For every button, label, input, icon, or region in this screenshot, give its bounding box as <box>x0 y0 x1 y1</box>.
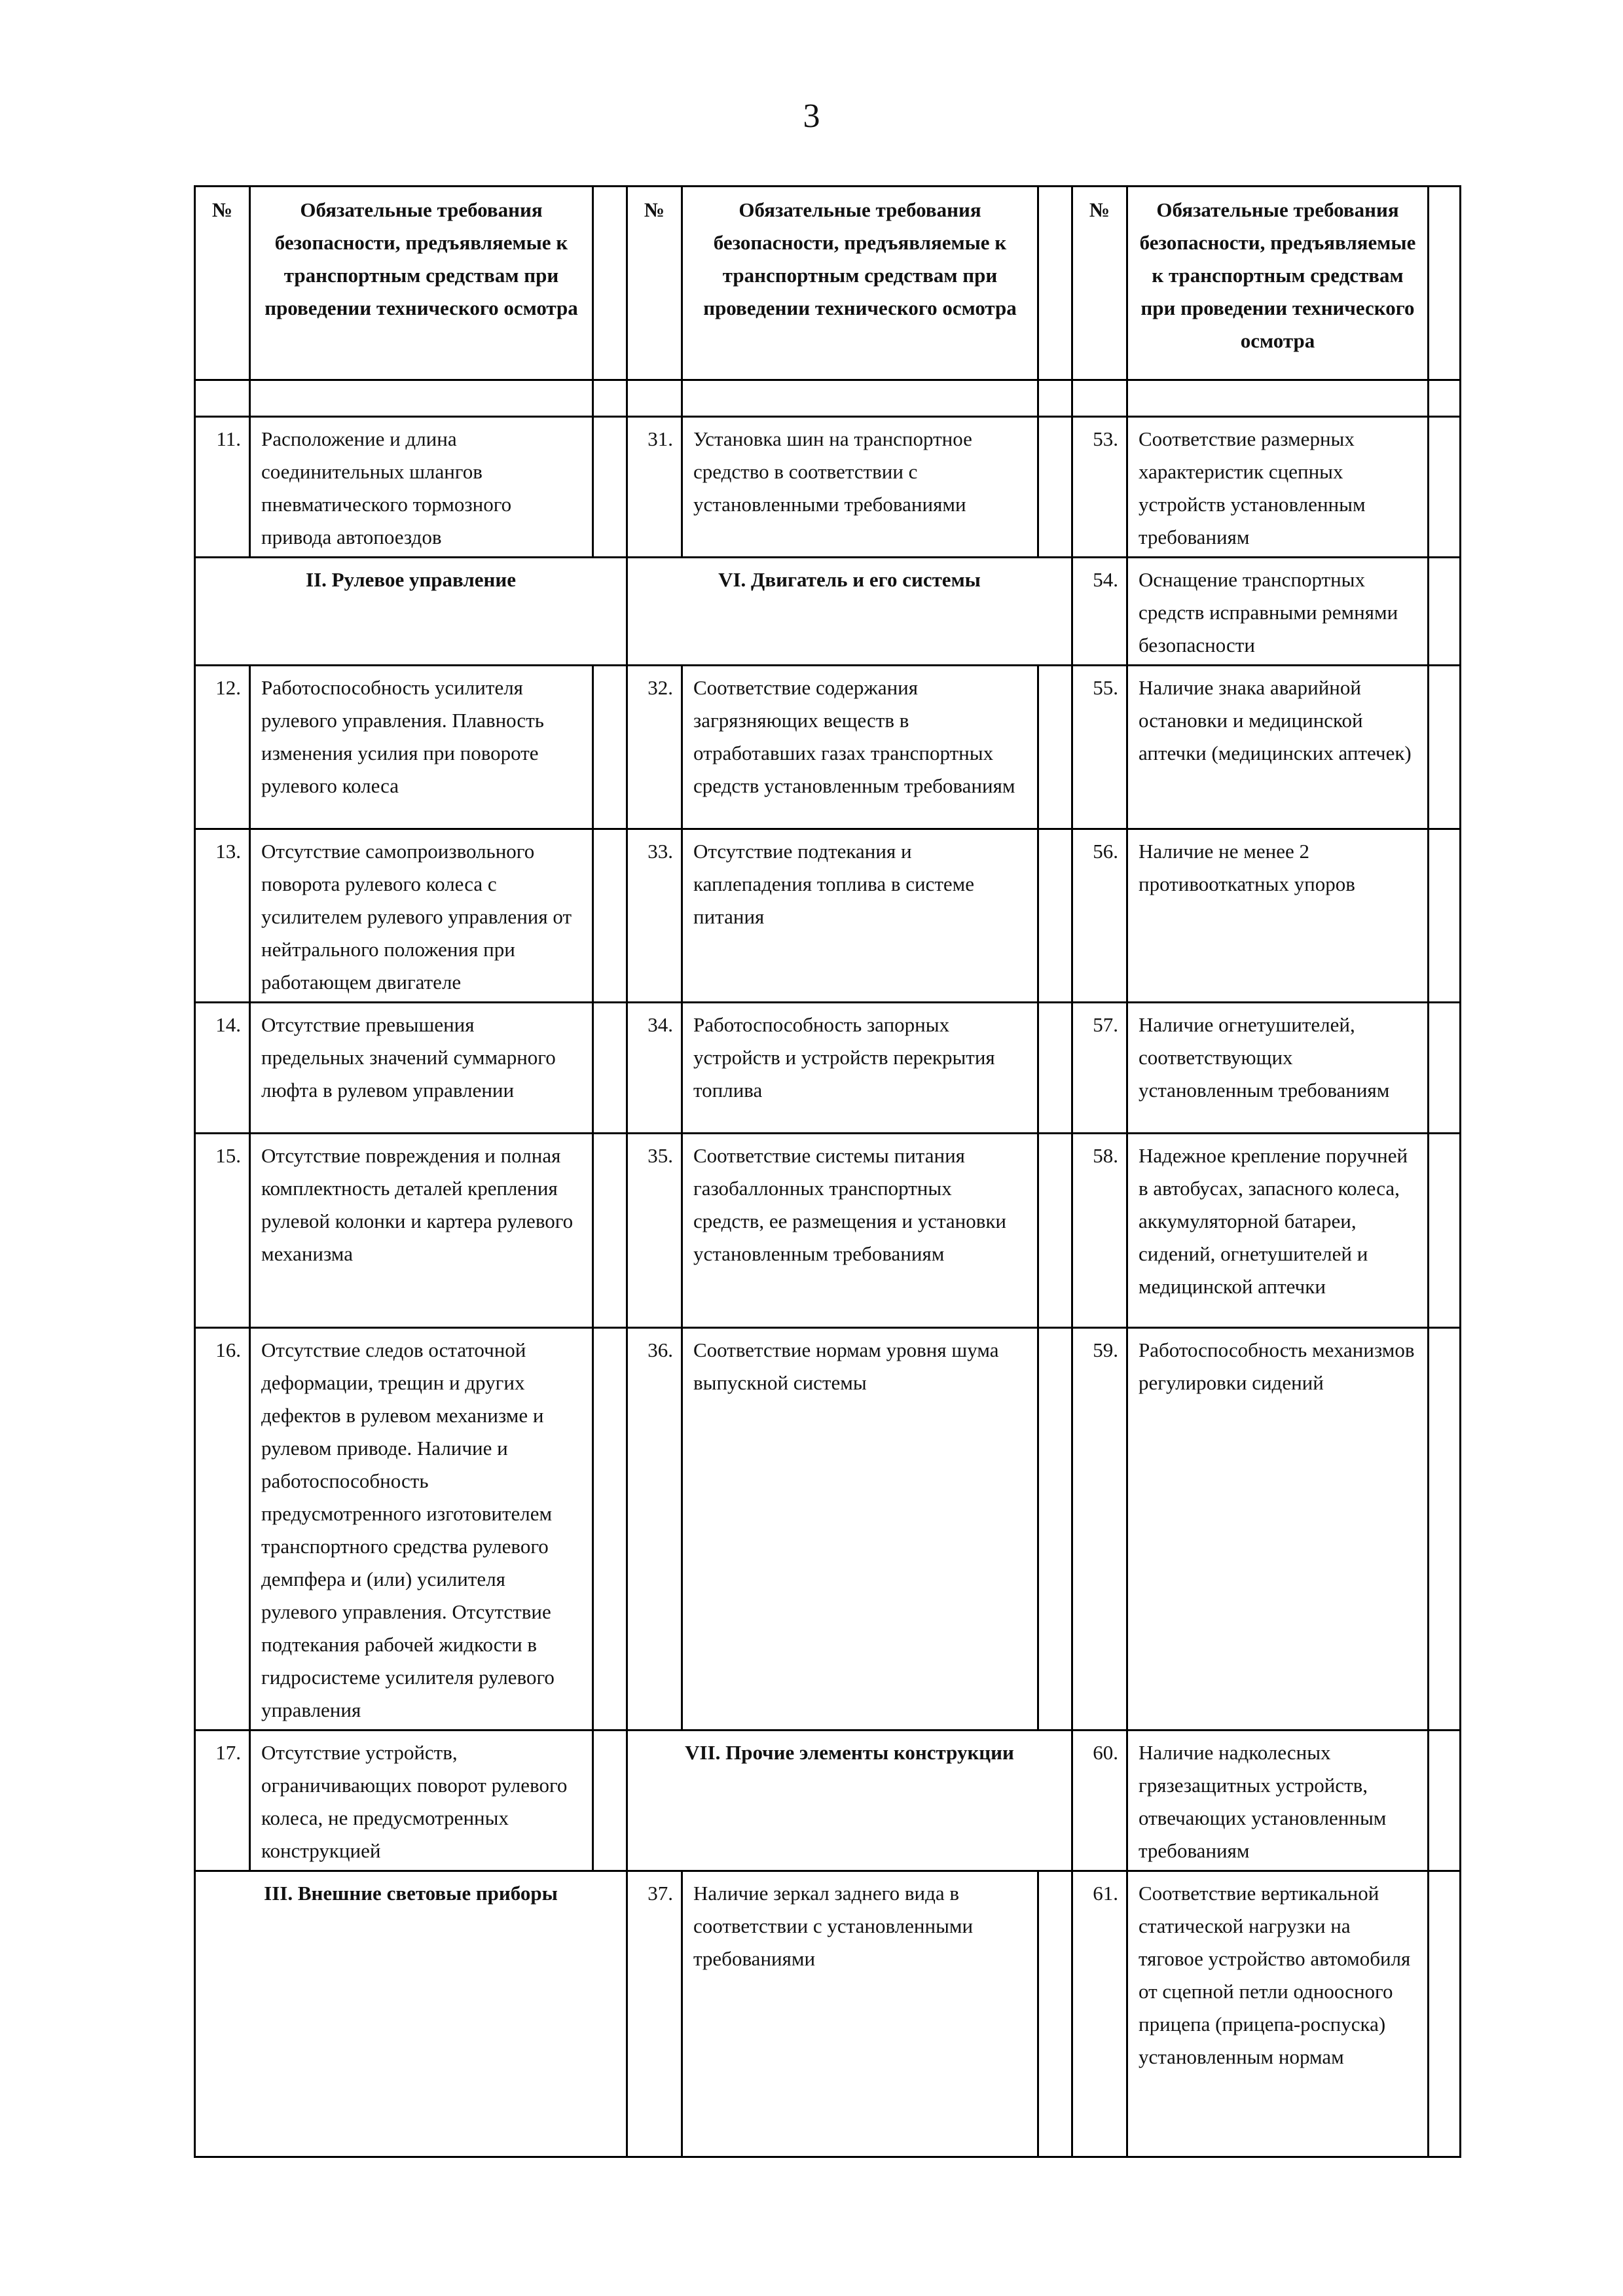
requirements-table <box>194 185 1461 2158</box>
separator-cell <box>593 829 627 1003</box>
item-number: 55. <box>1072 666 1127 829</box>
item-text: Соответствие размерных характеристик сцепных устройств установленным требованиям <box>1127 417 1429 558</box>
item-number: 32. <box>627 666 682 829</box>
item-number: 57. <box>1072 1003 1127 1134</box>
item-number: 54. <box>1072 558 1127 666</box>
item-text: Оснащение транспортных средств исправными ремнями безопасности <box>1127 558 1429 666</box>
header-separator <box>1038 187 1072 380</box>
empty-cell <box>627 380 682 417</box>
header-num-1: № <box>195 187 250 380</box>
separator-cell <box>1038 1328 1072 1731</box>
item-text: Отсутствие следов остаточной деформации, трещин и других дефектов в рулевом механизме и рулевом приводе. Наличие и работоспособность предусмотренного изготовителем транспортного средства рулевого демпфера и (или) усилителя рулевого управления. Отсутствие подтекания рабочей жидкости в гидросистеме усилителя рулевого управления <box>250 1328 593 1731</box>
header-separator <box>593 187 627 380</box>
section-heading: VII. Прочие элементы конструкции <box>627 1731 1072 1871</box>
item-text: Соответствие содержания загрязняющих веществ в отработавших газах транспортных средств установленным требованиям <box>682 666 1038 829</box>
separator-cell <box>1429 666 1461 829</box>
section-heading: III. Внешние световые приборы <box>195 1871 627 2157</box>
separator-cell <box>1038 666 1072 829</box>
item-number: 15. <box>195 1134 250 1328</box>
item-number: 60. <box>1072 1731 1127 1871</box>
item-text: Соответствие нормам уровня шума выпускной системы <box>682 1328 1038 1731</box>
item-text: Соответствие системы питания газобаллонных транспортных средств, ее размещения и установки установленным требованиям <box>682 1134 1038 1328</box>
header-separator <box>1429 187 1461 380</box>
item-text: Отсутствие превышения предельных значений суммарного люфта в рулевом управлении <box>250 1003 593 1134</box>
page-number: 3 <box>803 98 820 135</box>
empty-cell <box>1127 380 1429 417</box>
separator-cell <box>1038 417 1072 558</box>
item-text: Работоспособность механизмов регулировки сидений <box>1127 1328 1429 1731</box>
table-row <box>195 558 1461 666</box>
item-number: 12. <box>195 666 250 829</box>
header-num-2: № <box>627 187 682 380</box>
item-number: 56. <box>1072 829 1127 1003</box>
separator-cell <box>593 1731 627 1871</box>
table-row <box>195 666 1461 829</box>
item-text: Наличие огнетушителей, соответствующих установленным требованиям <box>1127 1003 1429 1134</box>
item-text: Соответствие вертикальной статической нагрузки на тяговое устройство автомобиля от сцепной петли одноосного прицепа (прицепа-роспуска) установленным нормам <box>1127 1871 1429 2157</box>
header-requirements-1: Обязательные требования безопасности, предъявляемые к транспортным средствам при проведении технического осмотра <box>250 187 593 380</box>
table-row <box>195 1328 1461 1731</box>
header-requirements-3: Обязательные требования безопасности, предъявляемые к транспортным средствам при проведении технического осмотра <box>1127 187 1429 380</box>
empty-cell <box>1038 380 1072 417</box>
separator-cell <box>1038 1003 1072 1134</box>
separator-cell <box>1429 1731 1461 1871</box>
table-row <box>195 829 1461 1003</box>
item-number: 35. <box>627 1134 682 1328</box>
separator-cell <box>593 1328 627 1731</box>
item-text: Отсутствие устройств, ограничивающих поворот рулевого колеса, не предусмотренных конструкцией <box>250 1731 593 1871</box>
item-number: 61. <box>1072 1871 1127 2157</box>
item-number: 59. <box>1072 1328 1127 1731</box>
empty-cell <box>682 380 1038 417</box>
empty-cell <box>593 380 627 417</box>
item-text: Наличие надколесных грязезащитных устройств, отвечающих установленным требованиям <box>1127 1731 1429 1871</box>
table-row <box>195 1871 1461 2157</box>
separator-cell <box>593 1003 627 1134</box>
item-text: Надежное крепление поручней в автобусах, запасного колеса, аккумуляторной батареи, сидений, огнетушителей и медицинской аптечки <box>1127 1134 1429 1328</box>
section-heading: II. Рулевое управление <box>195 558 627 666</box>
item-text: Работоспособность запорных устройств и устройств перекрытия топлива <box>682 1003 1038 1134</box>
separator-cell <box>593 417 627 558</box>
item-text: Расположение и длина соединительных шлангов пневматического тормозного привода автопоездов <box>250 417 593 558</box>
item-text: Отсутствие подтекания и каплепадения топлива в системе питания <box>682 829 1038 1003</box>
section-heading: VI. Двигатель и его системы <box>627 558 1072 666</box>
item-text: Наличие не менее 2 противооткатных упоров <box>1127 829 1429 1003</box>
item-number: 13. <box>195 829 250 1003</box>
separator-cell <box>1038 1871 1072 2157</box>
header-num-3: № <box>1072 187 1127 380</box>
item-number: 11. <box>195 417 250 558</box>
item-text: Отсутствие самопроизвольного поворота рулевого колеса с усилителем рулевого управления от нейтрального положения при работающем двигателе <box>250 829 593 1003</box>
item-number: 34. <box>627 1003 682 1134</box>
empty-cell <box>250 380 593 417</box>
item-number: 58. <box>1072 1134 1127 1328</box>
separator-cell <box>1038 829 1072 1003</box>
item-number: 14. <box>195 1003 250 1134</box>
separator-cell <box>1429 829 1461 1003</box>
table-row <box>195 417 1461 558</box>
separator-cell <box>1429 1134 1461 1328</box>
item-number: 16. <box>195 1328 250 1731</box>
item-number: 37. <box>627 1871 682 2157</box>
table-spacer-row <box>195 380 1461 417</box>
table-header-row <box>195 187 1461 380</box>
separator-cell <box>593 1134 627 1328</box>
empty-cell <box>195 380 250 417</box>
separator-cell <box>593 666 627 829</box>
header-requirements-2: Обязательные требования безопасности, предъявляемые к транспортным средствам при проведении технического осмотра <box>682 187 1038 380</box>
item-number: 17. <box>195 1731 250 1871</box>
table-row <box>195 1134 1461 1328</box>
item-text: Работоспособность усилителя рулевого управления. Плавность изменения усилия при повороте рулевого колеса <box>250 666 593 829</box>
separator-cell <box>1429 558 1461 666</box>
separator-cell <box>1429 1871 1461 2157</box>
separator-cell <box>1429 1328 1461 1731</box>
table-row <box>195 1731 1461 1871</box>
item-number: 31. <box>627 417 682 558</box>
item-number: 33. <box>627 829 682 1003</box>
item-number: 36. <box>627 1328 682 1731</box>
empty-cell <box>1429 380 1461 417</box>
item-text: Наличие знака аварийной остановки и медицинской аптечки (медицинских аптечек) <box>1127 666 1429 829</box>
item-text: Отсутствие повреждения и полная комплектность деталей крепления рулевой колонки и картера рулевого механизма <box>250 1134 593 1328</box>
item-number: 53. <box>1072 417 1127 558</box>
empty-cell <box>1072 380 1127 417</box>
item-text: Наличие зеркал заднего вида в соответствии с установленными требованиями <box>682 1871 1038 2157</box>
item-text: Установка шин на транспортное средство в соответствии с установленными требованиями <box>682 417 1038 558</box>
separator-cell <box>1429 1003 1461 1134</box>
separator-cell <box>1038 1134 1072 1328</box>
separator-cell <box>1429 417 1461 558</box>
table-row <box>195 1003 1461 1134</box>
